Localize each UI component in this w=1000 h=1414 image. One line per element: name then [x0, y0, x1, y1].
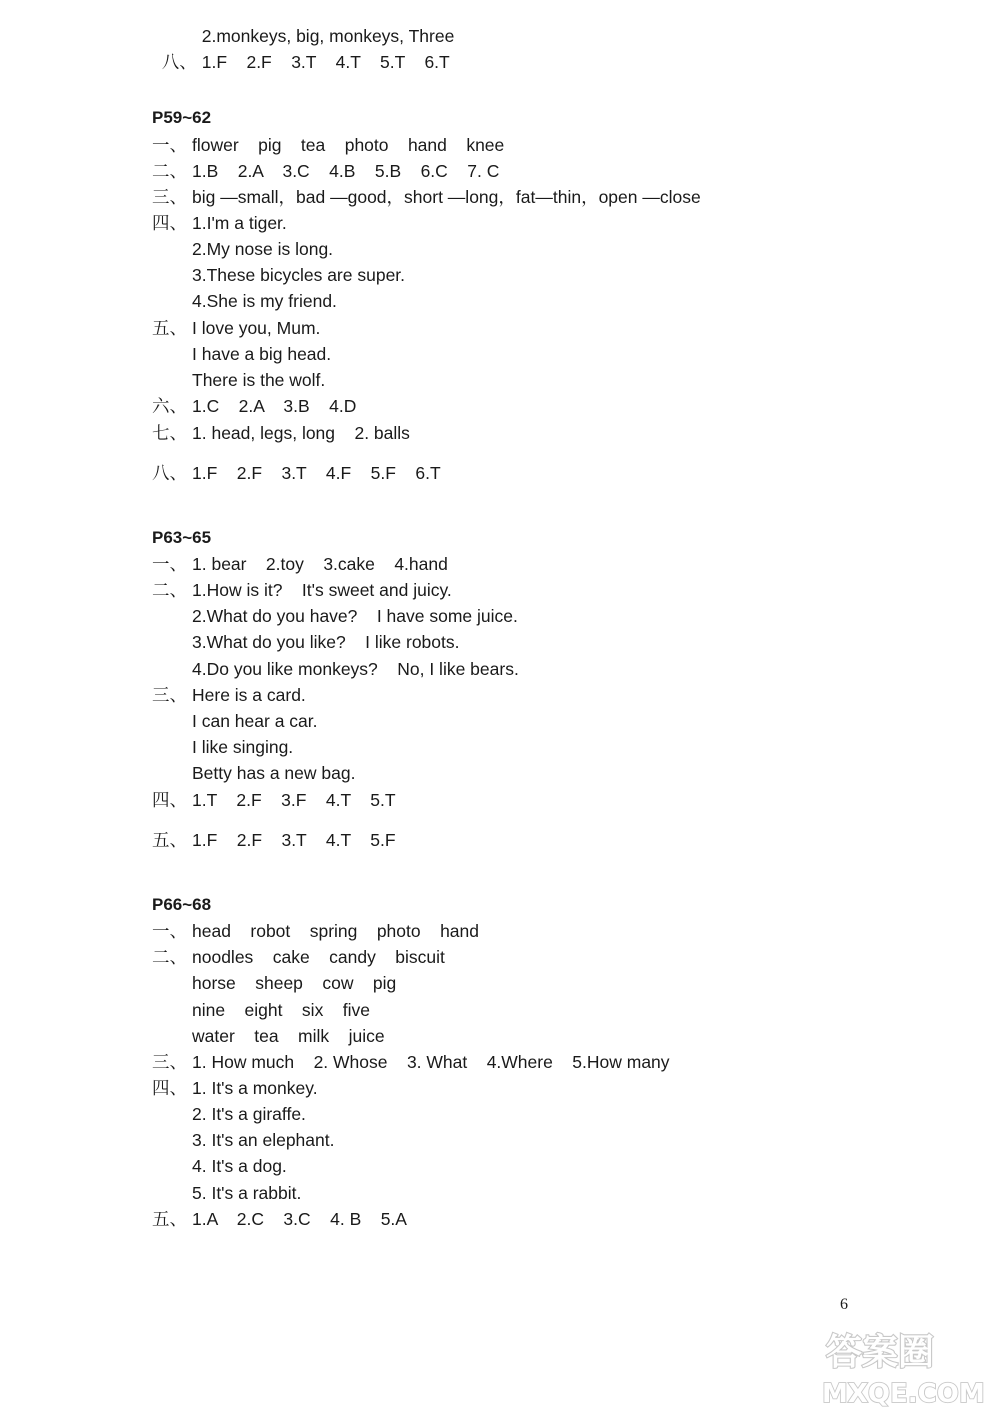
question-number: 五、	[152, 830, 187, 850]
answer-line	[152, 212, 287, 234]
answer-text: I like singing.	[192, 737, 294, 757]
answer-text: 2. It's a giraffe.	[192, 1104, 306, 1124]
answer-line	[192, 710, 318, 732]
answer-line	[192, 736, 293, 758]
answer-line	[192, 290, 337, 312]
answer-text: I have a big head.	[192, 344, 332, 364]
answer-text: 4.She is my friend.	[192, 291, 337, 311]
answer-line	[152, 946, 445, 968]
answer-text: 2.What do you have? I have some juice.	[192, 606, 518, 626]
question-number: 三、	[152, 685, 187, 705]
answer-text: noodles cake candy biscuit	[192, 947, 445, 967]
answer-text: 2.monkeys, big, monkeys, Three	[201, 26, 455, 46]
answer-line	[192, 1025, 385, 1047]
answer-line	[152, 829, 396, 851]
answer-text: head robot spring photo hand	[192, 921, 479, 941]
answer-line	[152, 186, 701, 208]
answer-text: 1.I'm a tiger.	[192, 213, 287, 233]
answer-text: I love you, Mum.	[192, 318, 321, 338]
answer-text: 5. It's a rabbit.	[192, 1183, 302, 1203]
answer-text: 1.F 2.F 3.T 4.T 5.F	[192, 830, 396, 850]
answer-line	[192, 658, 519, 680]
answer-line	[192, 999, 370, 1021]
answer-line	[192, 762, 355, 784]
question-number: 四、	[152, 790, 187, 810]
answer-line	[192, 1182, 301, 1204]
watermark-top-text: 答案圈	[826, 1332, 935, 1373]
answer-text: 1. It's a monkey.	[192, 1078, 318, 1098]
answer-line	[192, 238, 333, 260]
answer-text: big —small，bad —good，short —long，fat—thin，open —close	[192, 187, 701, 207]
question-number: 一、	[152, 554, 187, 574]
question-number: 二、	[152, 580, 187, 600]
section-heading: P59~62	[152, 108, 212, 127]
question-number: 一、	[152, 135, 187, 155]
answer-line	[152, 317, 320, 339]
answer-line	[192, 264, 405, 286]
answer-text: water tea milk juice	[192, 1026, 385, 1046]
answer-line	[152, 1077, 318, 1099]
answer-text: 2.My nose is long.	[192, 239, 334, 259]
answer-text: I can hear a car.	[192, 711, 318, 731]
question-number: 二、	[152, 947, 187, 967]
answer-line	[152, 462, 441, 484]
answer-text: flower pig tea photo hand knee	[192, 135, 505, 155]
section-heading: P66~68	[152, 895, 212, 914]
question-number: 三、	[152, 1052, 187, 1072]
page-number: 6	[840, 1296, 848, 1313]
answer-line	[192, 369, 325, 391]
question-number: 四、	[152, 1078, 187, 1098]
answer-text: horse sheep cow pig	[192, 973, 397, 993]
question-number: 七、	[152, 423, 187, 443]
answer-text: 1.C 2.A 3.B 4.D	[192, 396, 357, 416]
answer-line	[152, 134, 504, 156]
question-number: 八、	[152, 463, 187, 483]
answer-text: 1.T 2.F 3.F 4.T 5.T	[192, 790, 396, 810]
answer-text: 4.Do you like monkeys? No, I like bears.	[192, 659, 519, 679]
answer-line	[192, 631, 460, 653]
answer-text: 1.A 2.C 3.C 4. B 5.A	[192, 1209, 407, 1229]
answer-line	[192, 1103, 306, 1125]
answer-line	[152, 160, 499, 182]
answer-text: 3.These bicycles are super.	[192, 265, 406, 285]
answer-text: 4. It's a dog.	[192, 1156, 287, 1176]
question-number: 三、	[152, 187, 187, 207]
section-heading: P63~65	[152, 528, 212, 547]
answer-line	[152, 789, 396, 811]
question-number: 六、	[152, 396, 187, 416]
answer-text: Here is a card.	[192, 685, 306, 705]
answer-text: 1. bear 2.toy 3.cake 4.hand	[192, 554, 448, 574]
watermark-logo	[820, 1322, 995, 1408]
answer-line	[192, 1129, 334, 1151]
question-number: 四、	[152, 213, 187, 233]
answer-text: There is the wolf.	[192, 370, 326, 390]
question-number: 八、	[161, 52, 197, 72]
answer-line	[152, 1051, 670, 1073]
question-number: 一、	[152, 921, 187, 941]
answer-text: 1.F 2.F 3.T 4.T 5.T 6.T	[201, 52, 450, 72]
answer-line	[152, 579, 452, 601]
answer-text: Betty has a new bag.	[192, 763, 356, 783]
answer-line	[192, 343, 331, 365]
answer-line	[192, 1155, 287, 1177]
answer-text: 1.F 2.F 3.T 4.F 5.F 6.T	[192, 463, 441, 483]
answer-line	[152, 920, 479, 942]
answer-text: 3.What do you like? I like robots.	[192, 632, 460, 652]
answer-text: nine eight six five	[192, 1000, 370, 1020]
answer-line	[152, 553, 448, 575]
answer-line	[152, 1208, 407, 1230]
answer-text: 3. It's an elephant.	[192, 1130, 335, 1150]
question-number: 五、	[152, 318, 187, 338]
answer-line	[152, 29, 450, 73]
answer-line	[192, 972, 396, 994]
answer-line	[192, 605, 518, 627]
answer-text: 1. head, legs, long 2. balls	[192, 423, 410, 443]
question-number: 二、	[152, 161, 187, 181]
answer-line	[152, 395, 356, 417]
question-number: 五、	[152, 1209, 187, 1229]
watermark-bottom-text: MXQE.COM	[822, 1379, 985, 1408]
answer-text: 1.B 2.A 3.C 4.B 5.B 6.C 7. C	[192, 161, 500, 181]
answer-line	[152, 422, 410, 444]
answer-line	[152, 684, 306, 706]
answer-text: 1.How is it? It's sweet and juicy.	[192, 580, 452, 600]
answer-text: 1. How much 2. Whose 3. What 4.Where 5.How many	[192, 1052, 670, 1072]
